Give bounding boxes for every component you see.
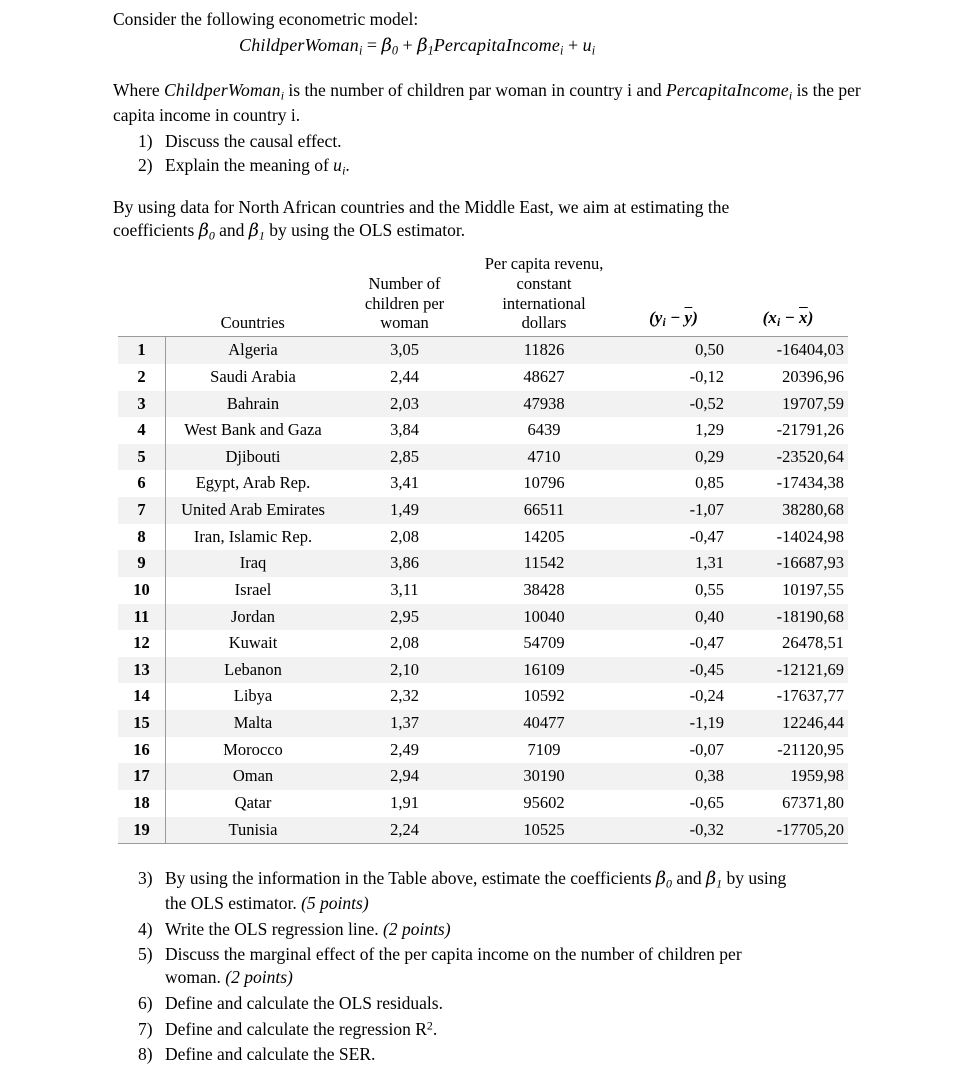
table-row	[118, 817, 848, 844]
row-x-deviation-cell: -16404,03	[728, 337, 848, 364]
row-children-cell: 3,84	[390, 420, 419, 440]
header-y-deviation: $(y_i - \overline{y})$	[649, 308, 698, 330]
header-income-line-2: constant	[516, 273, 572, 293]
row-index-cell: 18	[133, 792, 150, 812]
question-item-3	[113, 867, 861, 915]
row-x-deviation-cell: -12121,69	[728, 657, 848, 684]
question-3-beta0: β	[655, 869, 667, 890]
row-index-cell: 2	[137, 366, 146, 386]
question-6-text: Define and calculate the OLS residuals.	[165, 992, 443, 1013]
header-children-line-3: woman	[380, 313, 429, 333]
row-index-cell: 19	[118, 817, 165, 844]
row-y-deviation-cell: 0,55	[695, 579, 725, 599]
question-5-line2: woman.	[165, 967, 221, 988]
row-country-cell: Saudi Arabia	[165, 364, 340, 391]
question-2-text-post: .	[345, 154, 350, 175]
row-income-cell: 14205	[523, 526, 565, 546]
row-index-cell: 1	[118, 337, 165, 364]
row-country-cell: Morocco	[165, 737, 340, 764]
row-income-cell: 11542	[469, 550, 619, 577]
row-country-cell: Kuwait	[165, 630, 340, 657]
row-income-cell: 66511	[469, 497, 619, 524]
row-x-deviation-cell: 12246,44	[728, 710, 848, 737]
row-country-cell: Bahrain	[165, 391, 340, 418]
econometric-model-equation	[113, 35, 861, 58]
table-row	[118, 790, 848, 817]
where-prefix: Where	[113, 79, 165, 100]
row-country-cell: Egypt, Arab Rep.	[165, 470, 340, 497]
row-index-cell: 8	[137, 526, 146, 546]
question-item-1	[113, 130, 861, 153]
header-children-line-1: Number of	[368, 273, 441, 293]
row-children-cell: 2,94	[340, 763, 469, 790]
row-y-deviation-cell: 0,40	[619, 604, 728, 631]
question-2-text-pre: Explain the meaning of	[165, 154, 334, 175]
row-x-deviation-cell: -23520,64	[728, 444, 848, 471]
row-country-cell: Malta	[165, 710, 340, 737]
header-children-line-2: children per	[364, 293, 445, 313]
row-income-cell: 10525	[469, 817, 619, 844]
row-income-cell: 16109	[469, 657, 619, 684]
question-item-5	[113, 943, 861, 989]
row-index-cell: 14	[133, 686, 150, 706]
question-2-variable-subscript: i	[342, 163, 346, 178]
row-country-cell: Algeria	[165, 337, 340, 364]
row-y-deviation-cell: -0,52	[619, 391, 728, 418]
row-y-deviation-cell: 0,85	[695, 473, 725, 493]
row-index-cell: 16	[133, 739, 150, 759]
row-income-cell: 54709	[523, 633, 565, 653]
question-5-number: 5)	[138, 944, 153, 965]
equation-beta0: β	[381, 35, 392, 57]
paragraph-beta1-subscript: 1	[258, 228, 265, 243]
coefficients-suffix: by using the OLS estimator.	[264, 219, 466, 240]
row-x-deviation-cell: 20396,96	[782, 366, 844, 386]
paragraph-and: and	[214, 219, 249, 240]
equation-lhs: ChildperWoman	[239, 35, 359, 56]
table-row	[118, 417, 848, 444]
table-row	[118, 524, 848, 551]
questions-top-list	[113, 130, 861, 179]
row-y-deviation-cell: 0,50	[619, 337, 728, 364]
row-income-cell: 40477	[469, 710, 619, 737]
row-x-deviation-cell: -21791,26	[776, 420, 844, 440]
row-children-cell: 2,03	[340, 391, 469, 418]
row-index-cell: 5	[118, 444, 165, 471]
row-index-cell: 17	[118, 763, 165, 790]
row-income-cell: 47938	[469, 391, 619, 418]
row-income-cell: 95602	[523, 792, 565, 812]
table-row	[118, 391, 848, 418]
question-4-text: Write the OLS regression line.	[165, 918, 379, 939]
table-row	[118, 364, 848, 391]
row-y-deviation-cell: -0,47	[689, 526, 725, 546]
row-country-cell: Libya	[165, 683, 340, 710]
row-index-cell: 12	[133, 633, 150, 653]
row-income-cell: 10040	[469, 604, 619, 631]
question-1-text: Discuss the causal effect.	[165, 131, 342, 152]
question-3-line2: the OLS estimator.	[165, 892, 297, 913]
equation-lhs-subscript: i	[358, 43, 363, 58]
row-x-deviation-cell: -17705,20	[728, 817, 848, 844]
row-children-cell: 1,37	[340, 710, 469, 737]
row-x-deviation-cell: 10197,55	[782, 579, 844, 599]
question-4-points: (2 points)	[383, 918, 451, 939]
row-y-deviation-cell: 0,29	[619, 444, 728, 471]
row-y-deviation-cell: -0,65	[689, 792, 725, 812]
row-income-cell: 38428	[523, 579, 565, 599]
row-index-cell: 3	[118, 391, 165, 418]
question-3-beta1-subscript: 1	[716, 876, 723, 891]
row-x-deviation-cell: -17637,77	[776, 686, 844, 706]
table-row	[118, 630, 848, 657]
coefficients-prefix: coefficients	[113, 219, 199, 240]
question-2-number: 2)	[138, 154, 153, 175]
question-item-7	[113, 1018, 861, 1041]
question-6-number: 6)	[138, 992, 153, 1013]
table-row	[118, 337, 848, 364]
question-3-text-pre: By using the information in the Table above, estimate the coefficients	[165, 868, 656, 889]
row-children-cell: 2,49	[390, 739, 419, 759]
row-country-cell: Qatar	[165, 790, 340, 817]
header-x-deviation: $(x_i - \overline{x})$	[762, 308, 814, 330]
where-paragraph	[113, 79, 861, 127]
row-children-cell: 2,08	[390, 633, 419, 653]
row-country-cell: West Bank and Gaza	[165, 417, 340, 444]
question-3-beta1: β	[706, 869, 717, 890]
row-index-cell: 6	[137, 473, 146, 493]
row-x-deviation-cell: -21120,95	[777, 739, 844, 759]
row-country-cell: United Arab Emirates	[165, 497, 340, 524]
row-index-cell: 4	[137, 420, 146, 440]
row-income-cell: 6439	[527, 420, 561, 440]
equation-beta0-subscript: 0	[391, 43, 399, 58]
question-item-6	[113, 992, 861, 1015]
row-index-cell: 7	[118, 497, 165, 524]
equation-beta1-subscript: 1	[427, 43, 434, 58]
header-children-per-woman	[340, 254, 469, 337]
question-3-points: (5 points)	[301, 892, 369, 913]
row-country-cell: Djibouti	[165, 444, 340, 471]
row-country-cell: Oman	[165, 763, 340, 790]
row-index-cell: 10	[133, 579, 150, 599]
row-x-deviation-cell: 26478,51	[782, 633, 844, 653]
country-data-table	[118, 254, 848, 844]
question-7-superscript: 2	[426, 1018, 433, 1033]
header-countries: Countries	[220, 313, 285, 333]
questions-bottom-list	[113, 867, 861, 1066]
row-y-deviation-cell: -0,32	[619, 817, 728, 844]
header-income-line-4: dollars	[521, 313, 567, 333]
paragraph-beta1: β	[248, 220, 259, 241]
equation-plus-2: +	[567, 35, 579, 56]
row-y-deviation-cell: 0,38	[619, 763, 728, 790]
row-x-deviation-cell: 38280,68	[728, 497, 848, 524]
row-y-deviation-cell: -0,47	[689, 633, 725, 653]
where-variable-1: ChildperWoman	[164, 79, 281, 100]
table-row	[118, 577, 848, 604]
header-index	[118, 254, 165, 337]
row-country-cell: Iran, Islamic Rep.	[165, 524, 340, 551]
row-y-deviation-cell: 1,29	[695, 420, 725, 440]
row-index-cell: 11	[118, 604, 165, 631]
table-header	[118, 254, 848, 337]
table-row	[118, 444, 848, 471]
where-variable-2: PercapitaIncome	[666, 79, 789, 100]
table-row	[118, 710, 848, 737]
table-row	[118, 737, 848, 764]
row-children-cell: 2,10	[340, 657, 469, 684]
table-row	[118, 497, 848, 524]
table-body	[118, 337, 848, 844]
row-y-deviation-cell: -0,12	[689, 366, 725, 386]
row-children-cell: 1,49	[340, 497, 469, 524]
row-country-cell: Israel	[165, 577, 340, 604]
table-row	[118, 550, 848, 577]
row-x-deviation-cell: 19707,59	[728, 391, 848, 418]
question-2-variable: u	[333, 154, 343, 175]
question-3-text-post: by using	[722, 868, 787, 889]
equation-equals: =	[366, 35, 378, 56]
row-income-cell: 10796	[523, 473, 565, 493]
row-x-deviation-cell: 1959,98	[728, 763, 848, 790]
row-children-cell: 2,24	[340, 817, 469, 844]
row-x-deviation-cell: 67371,80	[782, 792, 844, 812]
table-row	[118, 763, 848, 790]
table-row	[118, 604, 848, 631]
estimation-paragraph-line1: By using data for North African countries and the Middle East, we aim at estimating the	[113, 196, 730, 217]
paragraph-beta0-subscript: 0	[208, 228, 215, 243]
header-income-line-1: Per capita revenu,	[484, 254, 604, 274]
question-3-and: and	[672, 868, 707, 889]
row-y-deviation-cell: -0,24	[689, 686, 725, 706]
equation-error-subscript: i	[591, 43, 596, 58]
table-header-row	[118, 254, 848, 337]
equation-error-term: u	[582, 35, 592, 56]
equation-rhs-subscript: i	[560, 43, 564, 58]
row-income-cell: 10592	[523, 686, 565, 706]
row-country-cell: Iraq	[165, 550, 340, 577]
row-index-cell: 15	[118, 710, 165, 737]
question-3-number: 3)	[138, 868, 153, 889]
row-y-deviation-cell: -1,19	[619, 710, 728, 737]
row-y-deviation-cell: -1,07	[619, 497, 728, 524]
row-children-cell: 1,91	[390, 792, 419, 812]
header-per-capita-income	[469, 254, 619, 337]
row-income-cell: 48627	[523, 366, 565, 386]
equation-plus-1: +	[402, 35, 413, 56]
row-x-deviation-cell: -14024,98	[776, 526, 844, 546]
question-8-text: Define and calculate the SER.	[165, 1044, 376, 1065]
question-item-8	[113, 1043, 861, 1066]
row-income-cell: 30190	[469, 763, 619, 790]
row-y-deviation-cell: -0,07	[689, 739, 725, 759]
paragraph-beta0: β	[198, 220, 209, 241]
table-row	[118, 683, 848, 710]
row-index-cell: 9	[118, 550, 165, 577]
row-children-cell: 2,95	[340, 604, 469, 631]
question-7-text-post: .	[432, 1018, 438, 1039]
estimation-paragraph-line2	[113, 219, 861, 244]
row-children-cell: 3,86	[340, 550, 469, 577]
row-children-cell: 3,05	[340, 337, 469, 364]
row-children-cell: 2,08	[390, 526, 419, 546]
question-3-beta0-subscript: 0	[666, 876, 672, 891]
equation-rhs-variable: PercapitaIncome	[433, 35, 561, 56]
row-index-cell: 13	[118, 657, 165, 684]
row-income-cell: 7109	[527, 739, 561, 759]
question-7-text-pre: Define and calculate the regression R	[165, 1018, 427, 1039]
row-children-cell: 2,85	[340, 444, 469, 471]
table-row	[118, 657, 848, 684]
question-7-number: 7)	[138, 1018, 153, 1039]
question-8-number: 8)	[138, 1044, 153, 1065]
row-x-deviation-cell: -18190,68	[728, 604, 848, 631]
row-country-cell: Tunisia	[165, 817, 340, 844]
row-income-cell: 4710	[469, 444, 619, 471]
intro-line: Consider the following econometric model:	[113, 9, 419, 29]
row-x-deviation-cell: -16687,93	[728, 550, 848, 577]
row-children-cell: 2,44	[390, 366, 419, 386]
row-children-cell: 3,11	[390, 579, 419, 599]
row-x-deviation-cell: -17434,38	[776, 473, 844, 493]
where-variable-2-subscript: i	[788, 88, 793, 103]
equation-beta1: β	[417, 35, 428, 57]
where-suffix-text: is the per capita income in country i.	[113, 79, 861, 125]
header-income-line-3: international	[502, 293, 586, 313]
row-income-cell: 11826	[469, 337, 619, 364]
question-item-4	[113, 918, 861, 941]
question-4-number: 4)	[138, 918, 153, 939]
question-5-points: (2 points)	[225, 967, 293, 988]
where-variable-1-subscript: i	[280, 88, 285, 103]
question-item-2	[113, 154, 861, 179]
row-country-cell: Jordan	[165, 604, 340, 631]
question-1-number: 1)	[138, 131, 153, 152]
row-children-cell: 2,32	[390, 686, 419, 706]
row-y-deviation-cell: -0,45	[619, 657, 728, 684]
row-y-deviation-cell: 1,31	[619, 550, 728, 577]
row-children-cell: 3,41	[390, 473, 419, 493]
where-middle-text: is the number of children par woman in country i and	[284, 79, 666, 100]
table-row	[118, 470, 848, 497]
row-country-cell: Lebanon	[165, 657, 340, 684]
question-5-line1: Discuss the marginal effect of the per capita income on the number of children per	[165, 944, 742, 965]
